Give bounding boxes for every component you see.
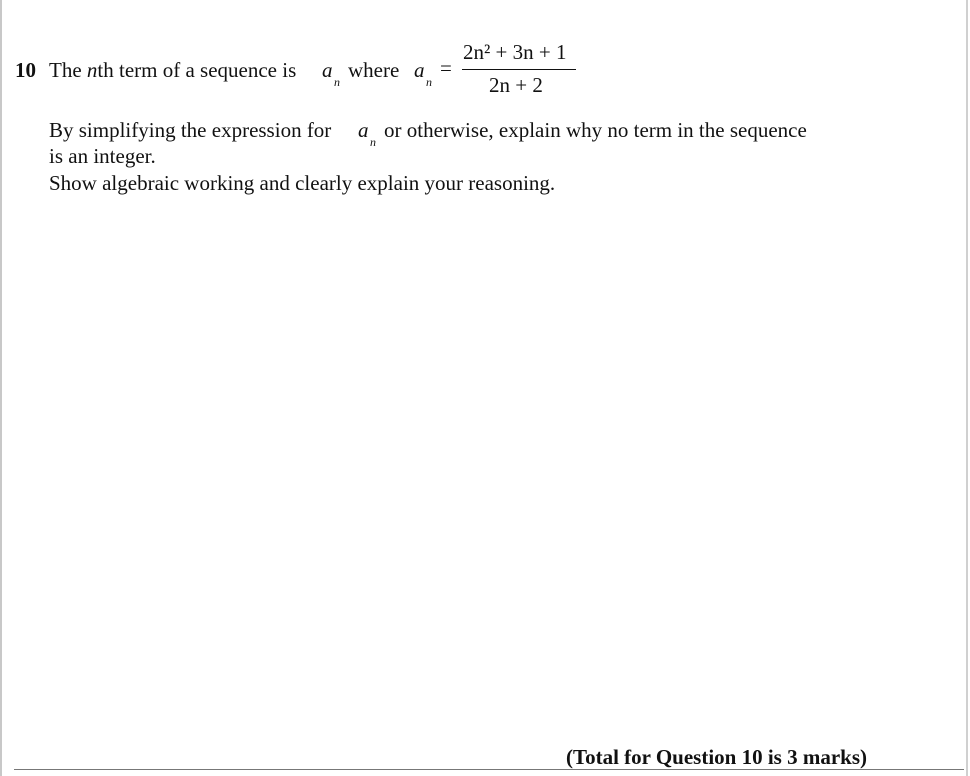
body-sequence-subscript: n — [370, 135, 376, 149]
question-total-marks: (Total for Question 10 is 3 marks) — [566, 745, 868, 769]
formula-numerator: 2n² + 3n + 1 — [463, 40, 567, 64]
body-line1-before: By simplifying the expression for — [49, 118, 332, 142]
question-number: 10 — [15, 58, 36, 82]
page-right-border — [966, 0, 968, 776]
stem-part2: th term of a sequence is — [97, 58, 297, 82]
footer-rule — [14, 769, 964, 770]
stem-n-italic: n — [86, 58, 98, 82]
fraction-bar — [462, 69, 576, 70]
formula-lhs-subscript: n — [426, 75, 432, 89]
sequence-subscript: n — [334, 75, 340, 89]
stem-part1: The — [49, 58, 87, 82]
body-sequence-symbol: a — [358, 118, 369, 142]
formula-equals: = — [440, 56, 452, 80]
body-line2: is an integer. — [49, 144, 156, 168]
stem-where: where — [348, 58, 400, 82]
formula-denominator: 2n + 2 — [489, 73, 543, 97]
body-line1-after: or otherwise, explain why no term in the sequence — [384, 118, 807, 142]
question-stem — [49, 58, 296, 82]
body-line3: Show algebraic working and clearly explain your reasoning. — [49, 171, 556, 195]
sequence-symbol: a — [322, 58, 333, 82]
page-left-border — [0, 0, 2, 776]
formula-lhs-symbol: a — [414, 58, 425, 82]
